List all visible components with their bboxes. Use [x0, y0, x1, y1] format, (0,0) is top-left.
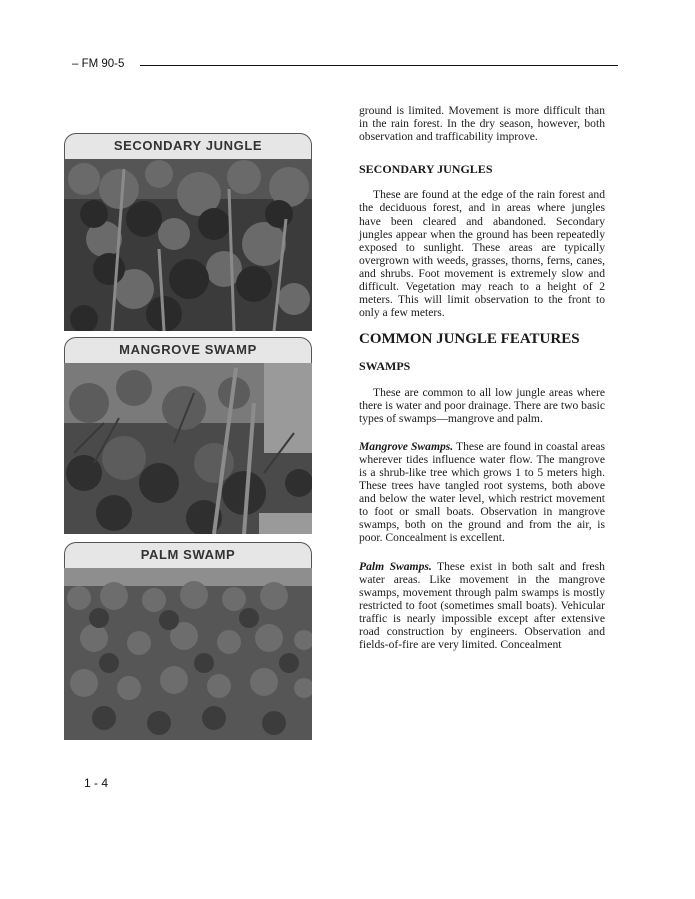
- mangrove-swamp-photo: [64, 363, 312, 534]
- photo-palm-swamp: [64, 542, 312, 740]
- photo-secondary-jungle: [64, 133, 312, 331]
- header-rule: [140, 65, 618, 66]
- swamps-paragraph: These are common to all low jungle areas where there is water and poor drainage. There are two basic types of swamps—mangrove and palm.: [359, 385, 605, 425]
- mangrove-swamps-title: Mangrove Swamps.: [359, 439, 454, 453]
- palm-swamps-title: Palm Swamps.: [359, 559, 432, 573]
- palm-swamps-body: These exist in both salt and fresh water areas. Like movement in the mangrove swamps, movement through palm swamps is mostly restricted to foot (sometimes small boats). Vehicular traffic is nearly impossible except after extensive road construction by engineers. Observation and fields-of-fire are very limited. Concealment: [359, 559, 605, 652]
- intro-paragraph: ground is limited. Movement is more difficult than in the rain forest. In the dry season, however, both observation and trafficability improve.: [359, 104, 605, 144]
- mangrove-swamps-body: These are found in coastal areas wherever tides influence water flow. The mangrove is a shrub-like tree which grows 1 to 5 meters high. These trees have tangled root systems, both above and below the water level, which restrict movement to foot or small boats. Observation in mangrove swamps, both on the ground and from the air, is poor. Concealment is excellent.: [359, 439, 605, 545]
- secondary-jungles-heading: SECONDARY JUNGLES: [359, 162, 493, 177]
- photo-label-mangrove-swamp: MANGROVE SWAMP: [64, 337, 312, 363]
- manual-number: – FM 90-5: [72, 58, 125, 70]
- palm-swamps-paragraph: [359, 560, 605, 652]
- secondary-jungle-photo: [64, 159, 312, 331]
- photo-label-secondary-jungle: SECONDARY JUNGLE: [64, 133, 312, 159]
- secondary-jungles-paragraph: These are found at the edge of the rain forest and the deciduous forest, and in areas where jungles have been cleared and abandoned. Secondary jungles appear when the ground has been repeatedly exposed to sunlight. These areas are typically overgrown with weeds, grasses, thorns, ferns, canes, and shrubs. Foot movement is extremely slow and difficult. Vegetation may reach to a height of 2 meters. This will limit observation to the front to only a few meters.: [359, 188, 605, 320]
- photo-label-palm-swamp: PALM SWAMP: [64, 542, 312, 568]
- swamps-heading: SWAMPS: [359, 359, 411, 374]
- text-column: [359, 104, 605, 651]
- photo-mangrove-swamp: [64, 337, 312, 534]
- running-header: [72, 58, 618, 72]
- palm-swamp-photo: [64, 568, 312, 740]
- page-number: 1 - 4: [84, 776, 109, 790]
- mangrove-swamps-paragraph: [359, 440, 605, 545]
- common-jungle-features-heading: COMMON JUNGLE FEATURES: [359, 331, 580, 348]
